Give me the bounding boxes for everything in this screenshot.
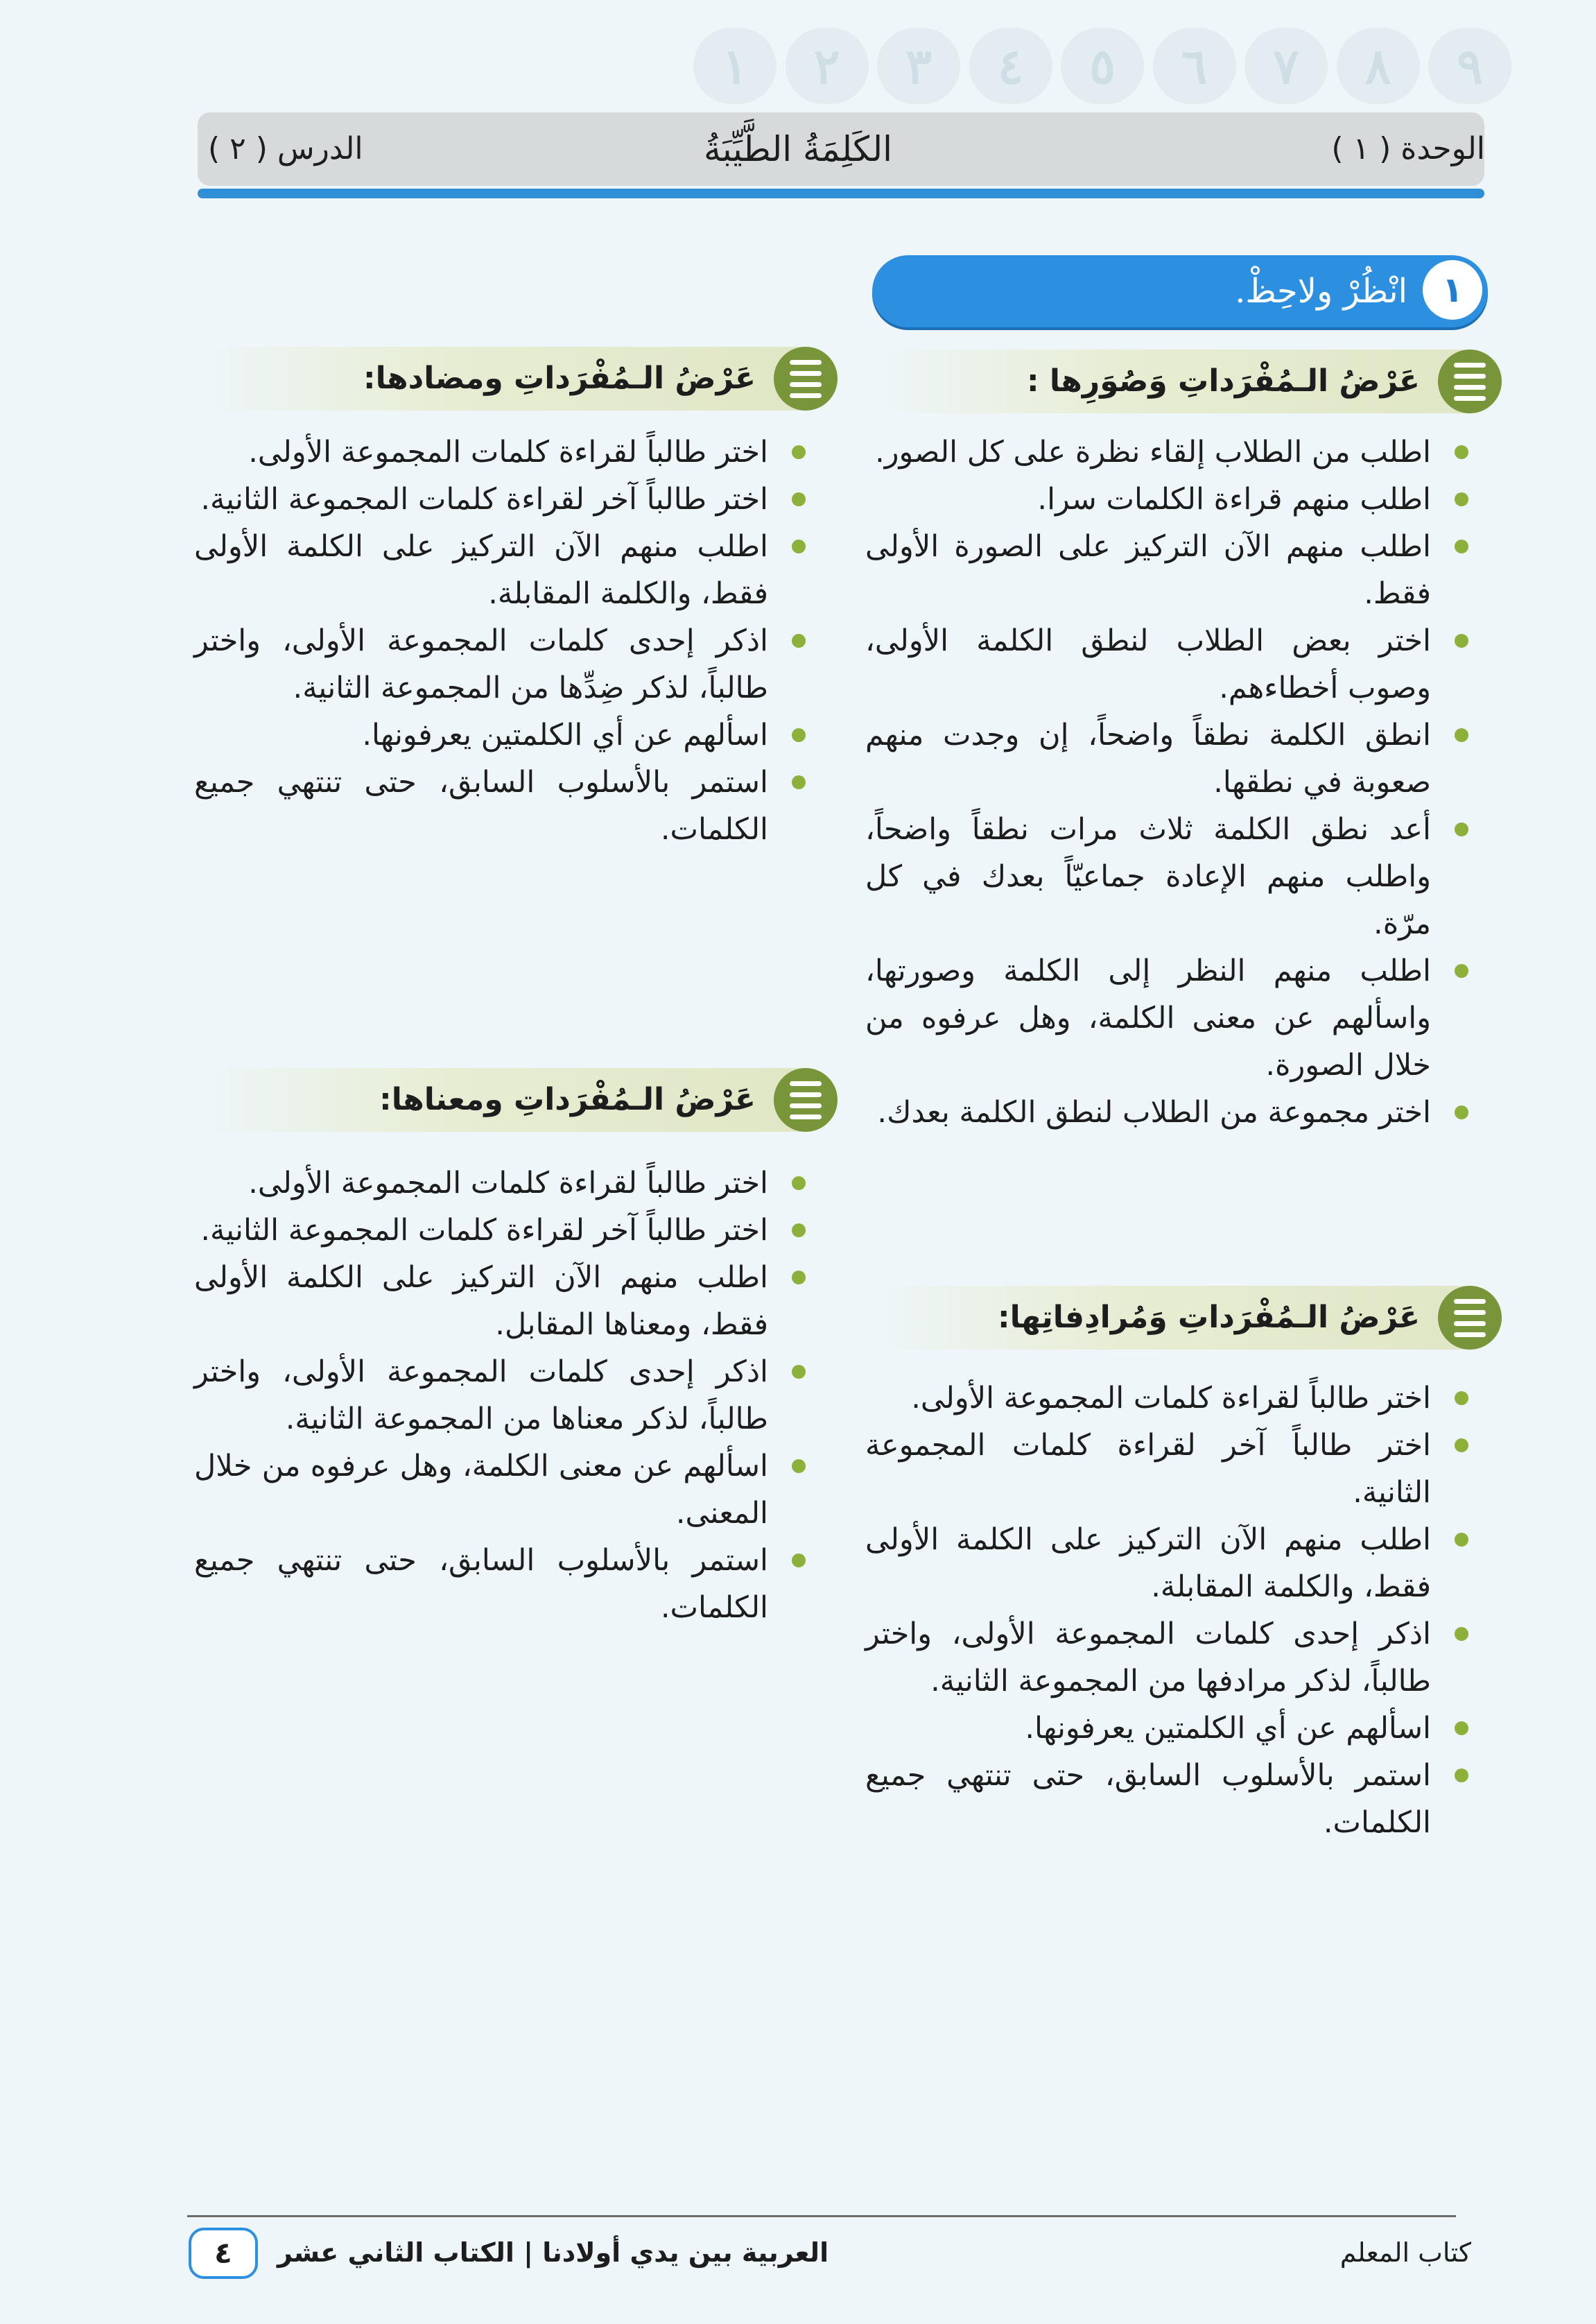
list-item: اطلب منهم قراءة الكلمات سرا. [865,476,1481,523]
list-item: اختر طالباً لقراءة كلمات المجموعة الأولى. [194,1160,818,1207]
subheading-vocab-antonyms [196,347,838,411]
instruction-list [865,429,1481,1136]
footer-divider [187,2215,1456,2217]
list-item: اطلب منهم النظر إلى الكلمة وصورتها، واسألهم عن معنى الكلمة، وهل عرفوه من خلال الصورة. [865,947,1481,1089]
background-number: ٥ [1061,28,1144,104]
subheading-vocab-images [872,350,1502,413]
background-number: ٨ [1337,28,1420,104]
list-item: انطق الكلمة نطقاً واضحاً، إن وجدت منهم صعوبة في نطقها. [865,712,1481,806]
background-number: ٩ [1428,28,1511,104]
list-item: اختر طالباً آخر لقراءة كلمات المجموعة الثانية. [194,1207,818,1254]
list-item: اسألهم عن أي الكلمتين يعرفونها. [865,1705,1481,1752]
list-icon [774,347,838,411]
list-item: اختر بعض الطلاب لنطق الكلمة الأولى، وصوب أخطاءهم. [865,617,1481,712]
list-item: اذكر إحدى كلمات المجموعة الأولى، واختر طالباً، لذكر معناها من المجموعة الثانية. [194,1348,818,1443]
instruction-list [194,429,818,853]
list-icon [1438,1286,1502,1350]
list-item: اطلب منهم الآن التركيز على الكلمة الأولى فقط، ومعناها المقابل. [194,1254,818,1348]
list-item: اختر طالباً لقراءة كلمات المجموعة الأولى. [194,429,818,476]
section-number: ١ [1423,260,1482,320]
background-number: ٦ [1153,28,1236,104]
background-number: ١ [693,28,777,104]
book-title: العربية بين يدي أولادنا | الكتاب الثاني عشر [277,2237,829,2268]
list-item: اذكر إحدى كلمات المجموعة الأولى، واختر طالباً، لذكر ضِدِّها من المجموعة الثانية. [194,617,818,712]
teacher-guide-label: كتاب المعلم [1339,2237,1471,2268]
list-item: اذكر إحدى كلمات المجموعة الأولى، واختر طالباً، لذكر مرادفها من المجموعة الثانية. [865,1610,1481,1705]
list-item: اسألهم عن معنى الكلمة، وهل عرفوه من خلال المعنى. [194,1443,818,1537]
background-number: ٧ [1244,28,1328,104]
list-item: استمر بالأسلوب السابق، حتى تنتهي جميع الكلمات. [865,1752,1481,1846]
list-icon [774,1068,838,1132]
background-number-strip [693,28,1511,104]
background-number: ٢ [786,28,869,104]
list-item: اطلب من الطلاب إلقاء نظرة على كل الصور. [865,429,1481,476]
subheading-label: عَرْضُ الـمُفْرَداتِ ومعناها: [379,1082,756,1117]
unit-label: الوحدة ( ١ ) [1331,131,1485,166]
subheading-label: عَرْضُ الـمُفْرَداتِ وَمُرادِفاتِها: [998,1300,1420,1335]
list-item: اطلب منهم الآن التركيز على الصورة الأولى فقط. [865,523,1481,617]
lesson-label: الدرس ( ٢ ) [208,131,363,166]
instruction-list [865,1375,1481,1846]
subheading-label: عَرْضُ الـمُفْرَداتِ وَصُوَرِها : [1026,363,1420,399]
list-item: اختر طالباً لقراءة كلمات المجموعة الأولى. [865,1375,1481,1422]
list-item: اطلب منهم الآن التركيز على الكلمة الأولى فقط، والكلمة المقابلة. [194,523,818,617]
list-item: استمر بالأسلوب السابق، حتى تنتهي جميع الكلمات. [194,1537,818,1631]
list-item: اختر مجموعة من الطلاب لنطق الكلمة بعدك. [865,1089,1481,1136]
subheading-label: عَرْضُ الـمُفْرَداتِ ومضادها: [363,361,756,396]
page-number: ٤ [189,2228,258,2279]
subheading-vocab-synonyms [872,1286,1502,1350]
header-divider [198,189,1484,198]
list-item: استمر بالأسلوب السابق، حتى تنتهي جميع الكلمات. [194,759,818,853]
list-icon [1438,350,1502,413]
list-item: اختر طالباً آخر لقراءة كلمات المجموعة الثانية. [865,1422,1481,1516]
background-number: ٣ [877,28,960,104]
subheading-vocab-meanings [196,1068,838,1132]
list-item: اختر طالباً آخر لقراءة كلمات المجموعة الثانية. [194,476,818,523]
background-number: ٤ [969,28,1052,104]
list-item: اسألهم عن أي الكلمتين يعرفونها. [194,712,818,759]
list-item: اطلب منهم الآن التركيز على الكلمة الأولى فقط، والكلمة المقابلة. [865,1516,1481,1610]
page-title: الكَلِمَةُ الطَّيِّبَةُ [703,129,893,169]
list-item: أعد نطق الكلمة ثلاث مرات نطقاً واضحاً، واطلب منهم الإعادة جماعيّاً بعدك في كل مرّة. [865,806,1481,947]
section-title: انْظُرْ ولاحِظْ. [1235,272,1407,311]
instruction-list [194,1160,818,1631]
